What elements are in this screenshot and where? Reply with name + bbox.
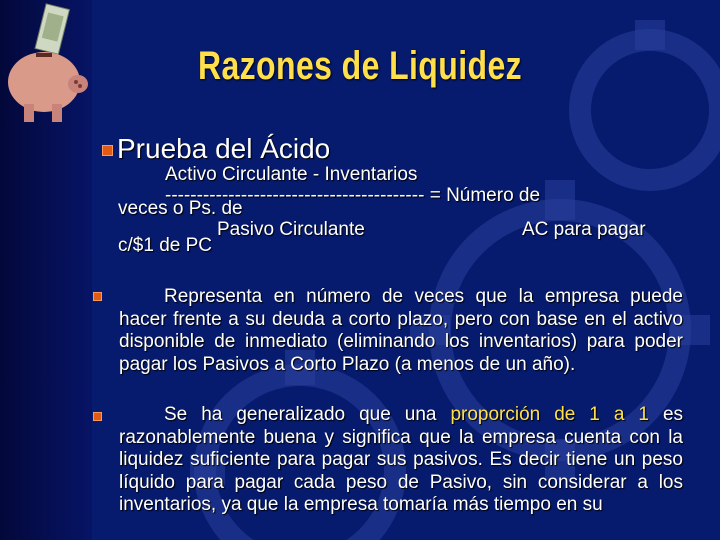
formula-denominator: Pasivo Circulante [217,219,365,240]
paragraph-2-highlight: proporción de 1 a 1 [450,404,649,425]
paragraph-2-before: Se ha generalizado que una [164,404,437,425]
paragraph-1-text: Representa en número de veces que la empresa puede hacer frente a su deuda a corto plazo, pero con base en el activo disponible de inmediato (eliminando los inventarios) para poder pagar los Pasivos a Corto Plazo (a menos de un año). [119,286,683,375]
paragraph-representa [119,286,683,376]
paragraph-generalizado [119,404,683,517]
section-heading: Prueba del Ácido [117,133,331,164]
square-bullet-icon [93,292,102,301]
formula-row4-right: AC para pagar [522,219,646,240]
square-bullet-icon [93,412,102,421]
paragraph-2-after: es razonablemente buena y significa que la empresa cuenta con la liquidez suficiente para pagar sus pasivos. Es decir tiene un peso líquido para pagar cada peso de Pasivo, sin considerar a los inventarios, ya que la empresa tomaría más tiempo en su [119,404,684,515]
slide-title: Razones de Liquidez [197,44,523,88]
formula-divider-line: ----------------------------------------- = Número de [165,185,541,206]
formula-numerator: Activo Circulante - Inventarios [165,164,418,185]
formula-row5-left: c/$1 de PC [118,235,212,256]
square-bullet-icon [102,145,113,156]
formula-row3-left: veces o Ps. de [118,198,243,219]
